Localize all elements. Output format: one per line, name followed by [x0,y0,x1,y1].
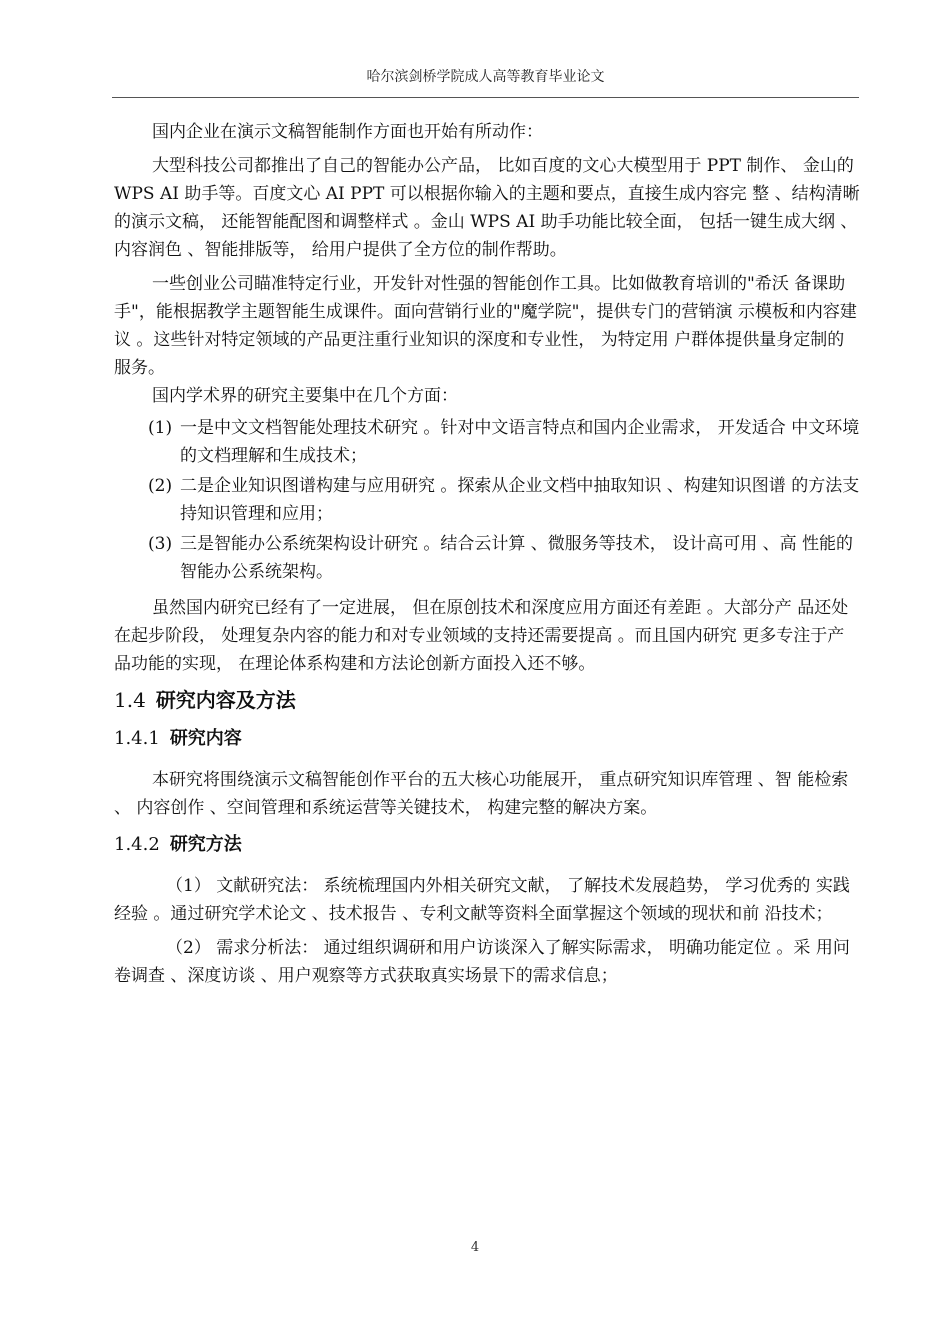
header-rule [112,97,859,98]
heading-title: 研究内容及方法 [155,688,296,712]
page-body [114,118,860,990]
list-number: (2) [148,476,173,496]
paragraph: 国内学术界的研究主要集中在几个方面： [152,386,458,406]
paragraph: 虽然国内研究已经有了一定进展， 但在原创技术和深度应用方面还有差距 。大部分产 品还处在起步阶段， 处理复杂内容的能力和对专业领域的支持还需要提高 。而且国内研究 更多专注于产品功能的实现， 在理论体系构建和方法论创新方面投入还不够。 [114,598,849,674]
section-heading-1-4-2 [114,830,860,860]
section-heading-1-4-1 [114,724,860,754]
list-text: 二是企业知识图谱构建与应用研究 。探索从企业文档中抽取知识 、构建知识图谱 的方法支持知识管理和应用； [180,476,860,524]
paragraph: 国内企业在演示文稿智能制作方面也开始有所动作： [152,122,543,142]
heading-number: 1.4.1 [114,728,160,749]
page-header: 哈尔滨剑桥学院成人高等教育毕业论文 [366,69,605,85]
list-item [114,530,860,586]
heading-title: 研究内容 [169,728,242,749]
heading-title: 研究方法 [169,834,242,855]
list-number: (3) [148,534,173,554]
list-text: 三是智能办公系统架构设计研究 。结合云计算 、微服务等技术， 设计高可用 、高 性能的智能办公系统架构。 [180,534,854,582]
list-text: 一是中文文档智能处理技术研究 。针对中文语言特点和国内企业需求， 开发适合 中文环境的文档理解和生成技术； [180,418,860,466]
paragraph: 大型科技公司都推出了自己的智能办公产品， 比如百度的文心大模型用于 PPT 制作、 金山的 WPS AI 助手等。百度文心 AI PPT 可以根据你输入的主题和要点，直接生成内容完 整 、结构清晰的演示文稿， 还能智能配图和调整样式 。金山 WPS AI 助手功能比较全面， 包括一键生成大纲 、 内容润色 、智能排版等， 给用户提供了全方位的制作帮助。 [114,156,860,260]
method-paragraph: （2） 需求分析法： 通过组织调研和用户访谈深入了解实际需求， 明确功能定位 。采 用问卷调查 、深度访谈 、用户观察等方式获取真实场景下的需求信息； [114,938,850,986]
page-number: 4 [470,1240,480,1255]
list-item [114,472,860,528]
section-heading-1-4 [114,684,860,716]
research-list [114,414,860,586]
list-number: (1) [148,418,173,438]
list-item [114,414,860,470]
heading-number: 1.4 [114,688,146,712]
heading-number: 1.4.2 [114,834,160,855]
method-paragraph: （1） 文献研究法： 系统梳理国内外相关研究文献， 了解技术发展趋势， 学习优秀的 实践经验 。通过研究学术论文 、技术报告 、专利文献等资料全面掌握这个领域的现状和前 沿技术； [114,876,850,924]
paragraph: 一些创业公司瞄准特定行业，开发针对性强的智能创作工具。比如做教育培训的"希沃 备课助手"，能根据教学主题智能生成课件。面向营销行业的"魔学院"，提供专门的营销演 示模板和内容建议 。这些针对特定领域的产品更注重行业知识的深度和专业性， 为特定用 户群体提供量身定制的服务。 [114,274,857,378]
paragraph: 本研究将围绕演示文稿智能创作平台的五大核心功能展开， 重点研究知识库管理 、智 能检索 、 内容创作 、空间管理和系统运营等关键技术， 构建完整的解决方案。 [114,770,849,818]
